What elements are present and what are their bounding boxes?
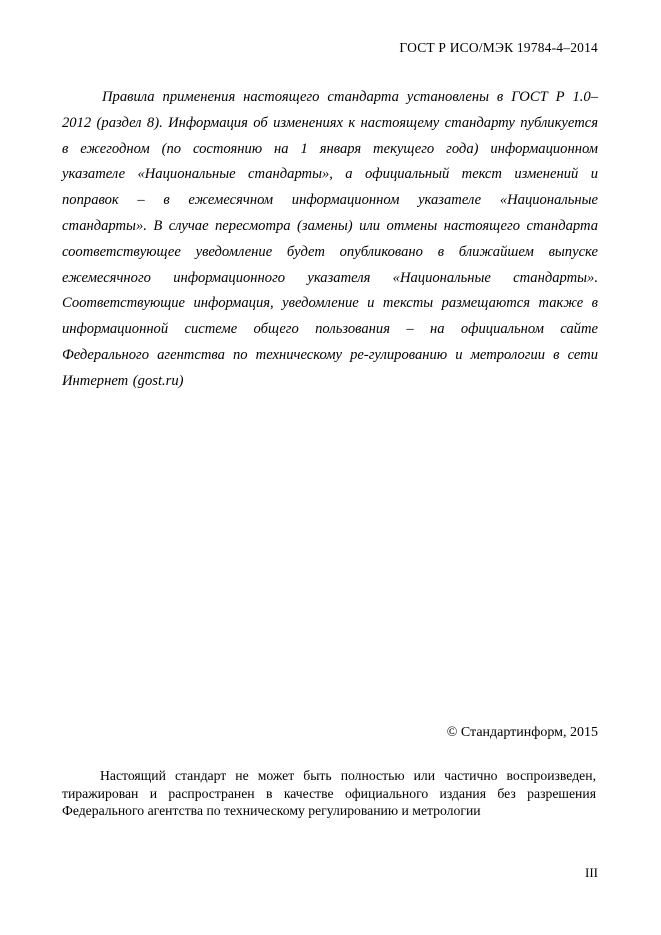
rules-paragraph: Правила применения настоящего стандарта установлены в ГОСТ Р 1.0–2012 (раздел 8). Информация об изменениях к настоящему стандарту публикуется в ежегодном (по состоянию на 1 января текущего года) информационном указателе «Национальные стандарты», а официальный текст изменений и поправок – в ежемесячном информационном указателе «Национальные стандарты». В случае пересмотра (замены) или отмены настоящего стандарта соответствующее уведомление будет опубликовано в ближайшем выпуске ежемесячного информационного указателя «Национальные стандарты». Соответствующие информация, уведомление и тексты размещаются также в информационной системе общего пользования – на официальном сайте Федерального агентства по техническому ре-гулированию и метрологии в сети Интернет (gost.ru) — [62, 89, 598, 389]
standard-code-header: ГОСТ Р ИСО/МЭК 19784-4–2014 — [399, 40, 598, 55]
reproduction-notice: Настоящий стандарт не может быть полностью или частично воспроизведен, тиражирован и распространен в качестве официального издания без разрешения Федерального агентства по техническому регулированию и метрологии — [62, 768, 596, 819]
page-number: III — [585, 865, 598, 880]
copyright-line: © Стандартинформ, 2015 — [446, 725, 598, 740]
